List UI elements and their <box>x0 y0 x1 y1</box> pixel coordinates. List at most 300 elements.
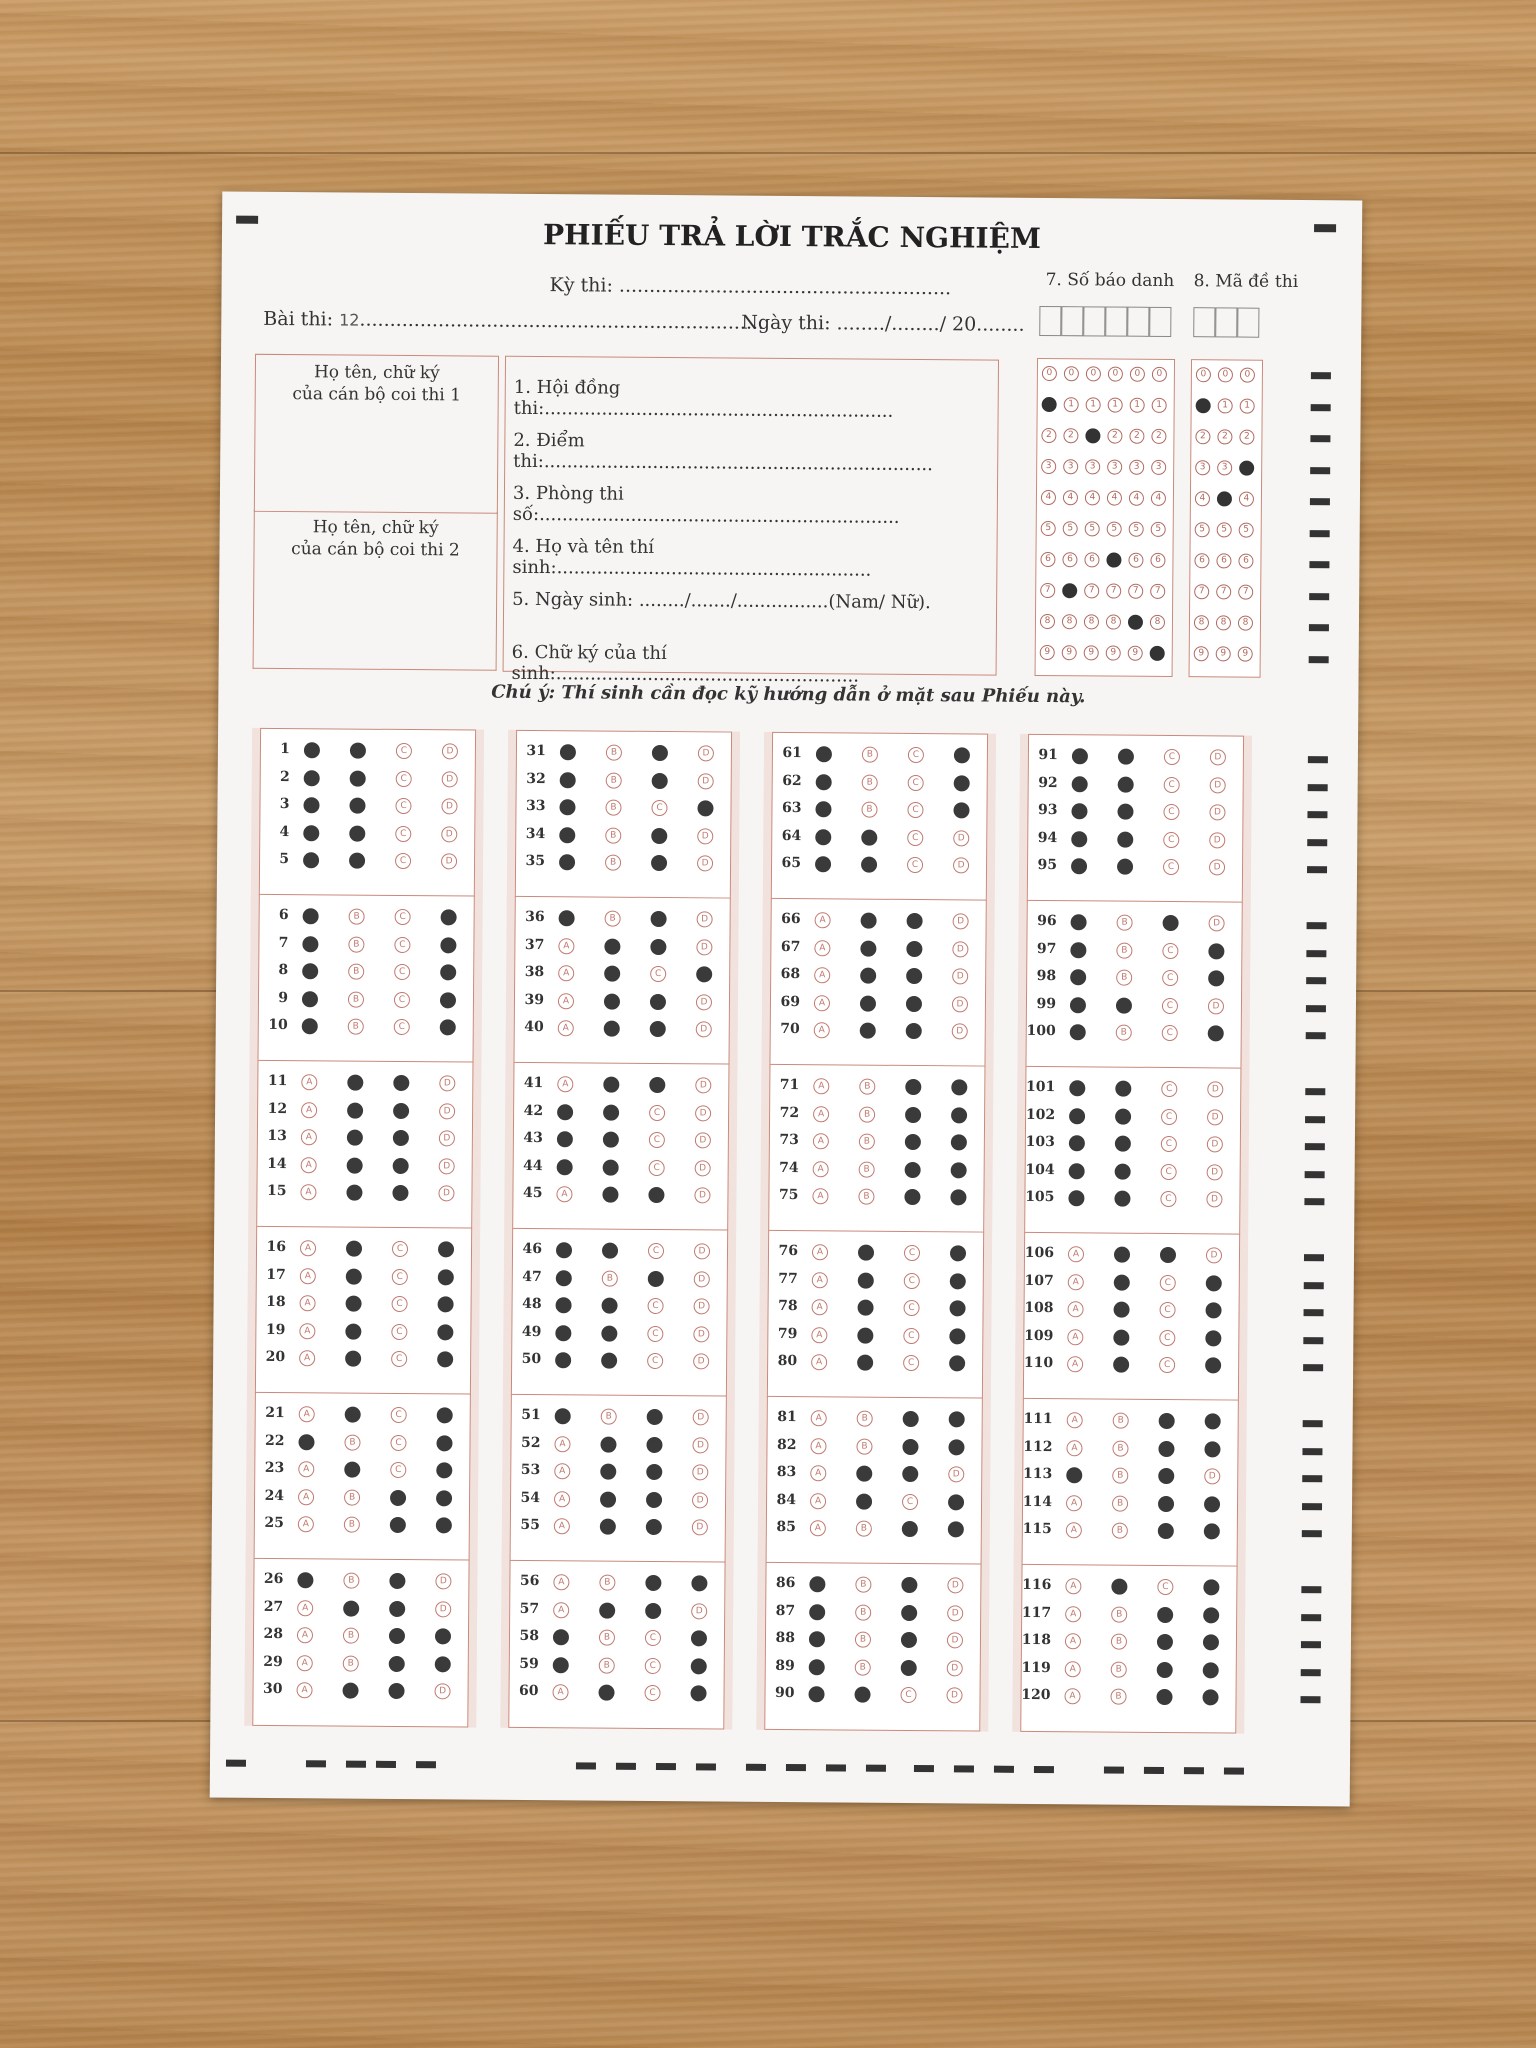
answer-bubble-c[interactable]: C <box>396 770 412 786</box>
answer-bubble-d[interactable]: D <box>441 826 457 842</box>
made-bubble[interactable]: 8 <box>1238 616 1253 631</box>
answer-bubble-c[interactable]: C <box>396 743 412 759</box>
answer-bubble-b[interactable] <box>345 1323 361 1339</box>
answer-bubble-b[interactable] <box>858 1300 874 1316</box>
answer-bubble-c[interactable] <box>647 1409 663 1425</box>
answer-bubble-a[interactable] <box>303 852 319 868</box>
answer-bubble-c[interactable] <box>905 1161 921 1177</box>
answer-bubble-d[interactable] <box>1208 1025 1224 1041</box>
answer-bubble-b[interactable] <box>1115 1108 1131 1124</box>
answer-bubble-c[interactable] <box>645 1602 661 1618</box>
answer-bubble-c[interactable]: C <box>651 800 667 816</box>
answer-bubble-d[interactable] <box>1206 1302 1222 1318</box>
answer-bubble-b[interactable]: B <box>859 1106 875 1122</box>
answer-bubble-b[interactable]: B <box>855 1632 871 1648</box>
answer-bubble-c[interactable] <box>651 855 667 871</box>
answer-bubble-a[interactable] <box>815 801 831 817</box>
answer-bubble-d[interactable] <box>436 1435 452 1451</box>
answer-bubble-a[interactable]: A <box>556 1186 572 1202</box>
answer-bubble-d[interactable]: D <box>439 1075 455 1091</box>
answer-bubble-a[interactable] <box>1069 1108 1085 1124</box>
answer-bubble-a[interactable]: A <box>301 1157 317 1173</box>
answer-bubble-d[interactable]: D <box>947 1660 963 1676</box>
answer-bubble-b[interactable] <box>1111 1579 1127 1595</box>
answer-bubble-a[interactable]: A <box>300 1240 316 1256</box>
answer-bubble-b[interactable] <box>346 1241 362 1257</box>
answer-bubble-a[interactable]: A <box>812 1188 828 1204</box>
answer-bubble-c[interactable]: C <box>1160 1274 1176 1290</box>
sbd-bubble[interactable]: 1 <box>1064 397 1079 412</box>
answer-bubble-a[interactable] <box>556 1242 572 1258</box>
answer-bubble-d[interactable] <box>1204 1523 1220 1539</box>
answer-bubble-a[interactable] <box>815 856 831 872</box>
sbd-bubble[interactable]: 4 <box>1151 491 1166 506</box>
answer-bubble-c[interactable] <box>1156 1689 1172 1705</box>
answer-bubble-b[interactable] <box>601 1353 617 1369</box>
made-bubble[interactable]: 1 <box>1218 398 1233 413</box>
answer-bubble-c[interactable]: C <box>392 1268 408 1284</box>
answer-bubble-a[interactable] <box>808 1686 824 1702</box>
answer-bubble-b[interactable]: B <box>348 1019 364 1035</box>
answer-bubble-b[interactable] <box>347 1075 363 1091</box>
answer-bubble-b[interactable]: B <box>343 1655 359 1671</box>
answer-bubble-c[interactable]: C <box>903 1327 919 1343</box>
answer-bubble-d[interactable] <box>691 1630 707 1646</box>
answer-bubble-d[interactable] <box>950 1273 966 1289</box>
answer-bubble-a[interactable]: A <box>1066 1495 1082 1511</box>
candidate-field-1[interactable]: 1. Hội đồng thi:............................................................. <box>513 376 894 422</box>
answer-bubble-b[interactable] <box>349 853 365 869</box>
answer-bubble-c[interactable]: C <box>1160 1302 1176 1318</box>
sbd-digit-box[interactable] <box>1039 306 1061 336</box>
answer-bubble-c[interactable] <box>1157 1606 1173 1622</box>
answer-bubble-c[interactable]: C <box>390 1434 406 1450</box>
made-bubble[interactable] <box>1217 491 1232 506</box>
answer-bubble-b[interactable] <box>346 1268 362 1284</box>
answer-bubble-a[interactable] <box>809 1659 825 1675</box>
answer-bubble-b[interactable] <box>601 1325 617 1341</box>
sbd-bubble[interactable]: 2 <box>1151 429 1166 444</box>
answer-bubble-b[interactable]: B <box>601 1409 617 1425</box>
answer-bubble-c[interactable]: C <box>395 909 411 925</box>
made-bubble[interactable]: 8 <box>1216 615 1231 630</box>
sbd-bubble[interactable]: 3 <box>1107 460 1122 475</box>
answer-bubble-b[interactable]: B <box>599 1575 615 1591</box>
answer-bubble-d[interactable]: D <box>442 743 458 759</box>
answer-bubble-b[interactable] <box>857 1327 873 1343</box>
answer-bubble-d[interactable]: D <box>694 1271 710 1287</box>
answer-bubble-c[interactable] <box>651 827 667 843</box>
answer-bubble-a[interactable] <box>553 1629 569 1645</box>
answer-bubble-c[interactable] <box>1158 1440 1174 1456</box>
answer-bubble-c[interactable]: C <box>904 1300 920 1316</box>
answer-bubble-c[interactable]: C <box>1161 1081 1177 1097</box>
answer-bubble-b[interactable] <box>1118 749 1134 765</box>
answer-bubble-b[interactable] <box>1118 776 1134 792</box>
answer-bubble-b[interactable]: B <box>348 964 364 980</box>
answer-bubble-d[interactable]: D <box>952 1023 968 1039</box>
sbd-digit-box[interactable] <box>1149 307 1171 337</box>
answer-bubble-c[interactable]: C <box>903 1355 919 1371</box>
sbd-bubble[interactable]: 9 <box>1128 646 1143 661</box>
answer-bubble-b[interactable] <box>346 1296 362 1312</box>
answer-bubble-c[interactable] <box>389 1628 405 1644</box>
answer-bubble-a[interactable]: A <box>814 995 830 1011</box>
answer-bubble-b[interactable]: B <box>1112 1440 1128 1456</box>
answer-bubble-c[interactable] <box>651 911 667 927</box>
answer-bubble-b[interactable]: B <box>344 1489 360 1505</box>
sbd-bubble[interactable]: 9 <box>1106 646 1121 661</box>
answer-bubble-c[interactable]: C <box>907 829 923 845</box>
answer-bubble-b[interactable]: B <box>1117 915 1133 931</box>
answer-bubble-b[interactable]: B <box>1113 1413 1129 1429</box>
answer-bubble-c[interactable] <box>648 1270 664 1286</box>
answer-bubble-b[interactable] <box>350 743 366 759</box>
answer-bubble-a[interactable] <box>1071 831 1087 847</box>
answer-bubble-a[interactable] <box>816 774 832 790</box>
made-bubble[interactable]: 7 <box>1194 584 1209 599</box>
answer-bubble-d[interactable]: D <box>692 1519 708 1535</box>
answer-bubble-d[interactable] <box>440 1019 456 1035</box>
answer-bubble-a[interactable] <box>809 1604 825 1620</box>
sbd-bubble[interactable]: 5 <box>1085 521 1100 536</box>
answer-bubble-b[interactable] <box>344 1462 360 1478</box>
answer-bubble-c[interactable]: C <box>907 802 923 818</box>
answer-bubble-b[interactable] <box>1117 804 1133 820</box>
answer-bubble-c[interactable] <box>1159 1413 1175 1429</box>
answer-bubble-d[interactable] <box>696 966 712 982</box>
answer-bubble-a[interactable]: A <box>299 1406 315 1422</box>
answer-bubble-a[interactable]: A <box>297 1600 313 1616</box>
answer-bubble-a[interactable] <box>1072 748 1088 764</box>
answer-bubble-c[interactable]: C <box>648 1243 664 1259</box>
answer-bubble-c[interactable]: C <box>1159 1357 1175 1373</box>
answer-bubble-c[interactable]: C <box>649 1104 665 1120</box>
answer-bubble-d[interactable]: D <box>1209 832 1225 848</box>
answer-bubble-d[interactable]: D <box>692 1437 708 1453</box>
answer-bubble-a[interactable]: A <box>301 1074 317 1090</box>
answer-bubble-a[interactable]: A <box>298 1489 314 1505</box>
answer-bubble-d[interactable] <box>1205 1357 1221 1373</box>
sbd-bubble[interactable] <box>1106 553 1121 568</box>
answer-bubble-c[interactable] <box>905 1079 921 1095</box>
answer-bubble-c[interactable] <box>905 1134 921 1150</box>
answer-bubble-d[interactable] <box>441 909 457 925</box>
answer-bubble-a[interactable]: A <box>1067 1356 1083 1372</box>
answer-bubble-d[interactable]: D <box>1206 1247 1222 1263</box>
answer-bubble-b[interactable] <box>602 1187 618 1203</box>
answer-bubble-c[interactable] <box>392 1185 408 1201</box>
answer-bubble-b[interactable] <box>856 1466 872 1482</box>
sbd-digit-box[interactable] <box>1105 306 1127 336</box>
answer-bubble-d[interactable]: D <box>1206 1191 1222 1207</box>
answer-bubble-c[interactable]: C <box>908 774 924 790</box>
answer-bubble-d[interactable] <box>1205 1330 1221 1346</box>
answer-bubble-a[interactable] <box>555 1352 571 1368</box>
answer-bubble-b[interactable]: B <box>855 1659 871 1675</box>
made-bubble[interactable]: 7 <box>1216 584 1231 599</box>
answer-bubble-c[interactable] <box>389 1655 405 1671</box>
answer-bubble-c[interactable] <box>903 1411 919 1427</box>
answer-bubble-a[interactable] <box>557 1104 573 1120</box>
answer-bubble-a[interactable]: A <box>811 1410 827 1426</box>
answer-bubble-d[interactable]: D <box>692 1464 708 1480</box>
answer-bubble-d[interactable]: D <box>693 1409 709 1425</box>
answer-bubble-c[interactable]: C <box>1162 970 1178 986</box>
answer-bubble-d[interactable] <box>948 1439 964 1455</box>
made-bubble[interactable]: 6 <box>1238 554 1253 569</box>
answer-bubble-a[interactable] <box>815 829 831 845</box>
sbd-bubble[interactable]: 1 <box>1130 398 1145 413</box>
answer-bubble-c[interactable]: C <box>1162 942 1178 958</box>
answer-bubble-a[interactable] <box>298 1434 314 1450</box>
answer-bubble-a[interactable] <box>1066 1467 1082 1483</box>
answer-bubble-c[interactable] <box>393 1157 409 1173</box>
sbd-bubble[interactable] <box>1062 583 1077 598</box>
answer-bubble-b[interactable]: B <box>1112 1495 1128 1511</box>
answer-bubble-a[interactable]: A <box>298 1516 314 1532</box>
answer-bubble-d[interactable]: D <box>1207 1164 1223 1180</box>
answer-bubble-b[interactable] <box>861 857 877 873</box>
answer-bubble-b[interactable] <box>1114 1191 1130 1207</box>
answer-bubble-d[interactable] <box>948 1521 964 1537</box>
answer-bubble-d[interactable]: D <box>698 773 714 789</box>
answer-bubble-c[interactable] <box>652 772 668 788</box>
answer-bubble-d[interactable] <box>950 1300 966 1316</box>
answer-bubble-b[interactable] <box>602 1298 618 1314</box>
sbd-bubble[interactable]: 5 <box>1129 522 1144 537</box>
answer-bubble-a[interactable] <box>559 799 575 815</box>
answer-bubble-c[interactable]: C <box>1161 1136 1177 1152</box>
answer-bubble-c[interactable]: C <box>391 1407 407 1423</box>
answer-bubble-d[interactable] <box>1203 1662 1219 1678</box>
answer-bubble-b[interactable] <box>350 770 366 786</box>
sbd-bubble[interactable]: 7 <box>1150 584 1165 599</box>
answer-bubble-b[interactable]: B <box>1112 1523 1128 1539</box>
answer-bubble-c[interactable] <box>1157 1634 1173 1650</box>
answer-bubble-d[interactable]: D <box>696 994 712 1010</box>
sbd-bubble[interactable]: 0 <box>1064 366 1079 381</box>
answer-bubble-d[interactable] <box>440 992 456 1008</box>
answer-bubble-c[interactable] <box>388 1683 404 1699</box>
made-bubble[interactable] <box>1196 398 1211 413</box>
made-bubble[interactable]: 2 <box>1217 429 1232 444</box>
answer-bubble-b[interactable]: B <box>855 1604 871 1620</box>
answer-bubble-c[interactable] <box>906 940 922 956</box>
answer-bubble-b[interactable] <box>600 1464 616 1480</box>
answer-bubble-a[interactable]: A <box>815 912 831 928</box>
answer-bubble-b[interactable] <box>603 1132 619 1148</box>
answer-bubble-b[interactable]: B <box>859 1079 875 1095</box>
answer-bubble-c[interactable] <box>393 1130 409 1146</box>
sbd-bubble[interactable]: 7 <box>1106 584 1121 599</box>
sbd-bubble[interactable]: 0 <box>1130 367 1145 382</box>
answer-bubble-a[interactable]: A <box>814 967 830 983</box>
answer-bubble-b[interactable] <box>1113 1357 1129 1373</box>
sbd-bubble[interactable]: 0 <box>1108 367 1123 382</box>
made-bubble[interactable]: 7 <box>1238 585 1253 600</box>
answer-bubble-b[interactable]: B <box>855 1577 871 1593</box>
sbd-bubble[interactable]: 9 <box>1084 645 1099 660</box>
answer-bubble-c[interactable]: C <box>391 1323 407 1339</box>
answer-bubble-c[interactable] <box>907 913 923 929</box>
answer-bubble-a[interactable] <box>1070 969 1086 985</box>
answer-bubble-d[interactable] <box>953 802 969 818</box>
answer-bubble-a[interactable]: A <box>552 1684 568 1700</box>
answer-bubble-a[interactable]: A <box>297 1627 313 1643</box>
answer-bubble-b[interactable] <box>1114 1247 1130 1263</box>
answer-bubble-d[interactable]: D <box>1208 998 1224 1014</box>
answer-bubble-c[interactable]: C <box>1162 1025 1178 1041</box>
answer-bubble-d[interactable] <box>440 964 456 980</box>
answer-bubble-c[interactable] <box>646 1491 662 1507</box>
answer-bubble-c[interactable]: C <box>648 1298 664 1314</box>
sbd-bubble[interactable]: 2 <box>1063 428 1078 443</box>
answer-bubble-a[interactable]: A <box>300 1268 316 1284</box>
answer-bubble-b[interactable] <box>861 913 877 929</box>
answer-bubble-b[interactable]: B <box>605 911 621 927</box>
answer-bubble-b[interactable] <box>856 1493 872 1509</box>
answer-bubble-a[interactable]: A <box>810 1465 826 1481</box>
sbd-bubble[interactable]: 0 <box>1152 367 1167 382</box>
answer-bubble-d[interactable]: D <box>435 1601 451 1617</box>
made-digit-box[interactable] <box>1193 307 1215 337</box>
answer-bubble-c[interactable]: C <box>390 1462 406 1478</box>
answer-bubble-d[interactable] <box>691 1658 707 1674</box>
answer-bubble-d[interactable] <box>435 1656 451 1672</box>
answer-bubble-c[interactable]: C <box>908 747 924 763</box>
answer-bubble-d[interactable]: D <box>953 830 969 846</box>
answer-bubble-c[interactable]: C <box>1160 1191 1176 1207</box>
answer-bubble-b[interactable] <box>603 1104 619 1120</box>
answer-bubble-d[interactable] <box>1204 1496 1220 1512</box>
answer-bubble-d[interactable]: D <box>698 745 714 761</box>
answer-bubble-b[interactable]: B <box>344 1434 360 1450</box>
made-bubble[interactable] <box>1239 461 1254 476</box>
answer-bubble-b[interactable]: B <box>856 1438 872 1454</box>
sbd-bubble[interactable]: 3 <box>1129 460 1144 475</box>
answer-bubble-a[interactable]: A <box>1066 1522 1082 1538</box>
answer-bubble-b[interactable] <box>1115 1136 1131 1152</box>
answer-bubble-a[interactable]: A <box>554 1436 570 1452</box>
answer-bubble-a[interactable]: A <box>301 1102 317 1118</box>
sbd-bubble[interactable]: 4 <box>1085 490 1100 505</box>
answer-bubble-a[interactable]: A <box>812 1244 828 1260</box>
answer-bubble-a[interactable]: A <box>810 1493 826 1509</box>
answer-bubble-a[interactable] <box>1069 1135 1085 1151</box>
answer-bubble-d[interactable] <box>1203 1607 1219 1623</box>
answer-bubble-a[interactable] <box>303 797 319 813</box>
answer-bubble-b[interactable]: B <box>606 745 622 761</box>
answer-bubble-c[interactable]: C <box>649 1132 665 1148</box>
answer-bubble-c[interactable]: C <box>904 1245 920 1261</box>
answer-bubble-a[interactable] <box>1070 997 1086 1013</box>
answer-bubble-d[interactable] <box>954 747 970 763</box>
sbd-bubble[interactable]: 0 <box>1086 366 1101 381</box>
sbd-bubble[interactable]: 2 <box>1041 428 1056 443</box>
answer-bubble-b[interactable]: B <box>348 991 364 1007</box>
answer-bubble-c[interactable] <box>1163 915 1179 931</box>
sbd-digit-box[interactable] <box>1127 307 1149 337</box>
answer-bubble-c[interactable] <box>901 1577 917 1593</box>
sbd-bubble[interactable]: 7 <box>1084 583 1099 598</box>
answer-bubble-c[interactable] <box>905 1106 921 1122</box>
answer-bubble-a[interactable]: A <box>1067 1329 1083 1345</box>
made-digit-box[interactable] <box>1215 307 1237 337</box>
answer-bubble-b[interactable] <box>599 1602 615 1618</box>
answer-bubble-a[interactable]: A <box>299 1323 315 1339</box>
answer-bubble-d[interactable]: D <box>953 857 969 873</box>
answer-bubble-b[interactable] <box>1113 1329 1129 1345</box>
sbd-bubble[interactable]: 6 <box>1062 552 1077 567</box>
candidate-field-3[interactable]: 3. Phòng thi số:............................................................... <box>512 482 900 528</box>
answer-bubble-a[interactable]: A <box>296 1682 312 1698</box>
answer-bubble-d[interactable] <box>435 1628 451 1644</box>
answer-bubble-c[interactable]: C <box>1163 859 1179 875</box>
made-bubble[interactable]: 5 <box>1239 523 1254 538</box>
answer-bubble-b[interactable] <box>858 1245 874 1261</box>
answer-bubble-a[interactable]: A <box>298 1461 314 1477</box>
sbd-digit-box[interactable] <box>1083 306 1105 336</box>
answer-bubble-b[interactable] <box>860 1023 876 1039</box>
sbd-bubble[interactable] <box>1128 615 1143 630</box>
answer-bubble-c[interactable] <box>1158 1468 1174 1484</box>
answer-bubble-d[interactable]: D <box>948 1466 964 1482</box>
sbd-bubble[interactable]: 6 <box>1128 553 1143 568</box>
answer-bubble-d[interactable] <box>1202 1689 1218 1705</box>
answer-bubble-d[interactable] <box>697 800 713 816</box>
sbd-bubble[interactable]: 8 <box>1084 614 1099 629</box>
answer-bubble-a[interactable]: A <box>299 1350 315 1366</box>
answer-bubble-d[interactable]: D <box>697 855 713 871</box>
answer-bubble-a[interactable] <box>303 825 319 841</box>
answer-bubble-c[interactable] <box>906 968 922 984</box>
answer-bubble-a[interactable]: A <box>812 1272 828 1288</box>
answer-bubble-a[interactable]: A <box>1066 1440 1082 1456</box>
sbd-bubble[interactable]: 5 <box>1107 522 1122 537</box>
answer-bubble-d[interactable]: D <box>442 771 458 787</box>
answer-bubble-c[interactable] <box>390 1517 406 1533</box>
answer-bubble-d[interactable]: D <box>435 1573 451 1589</box>
sbd-bubble[interactable] <box>1150 646 1165 661</box>
answer-bubble-d[interactable] <box>949 1411 965 1427</box>
answer-bubble-c[interactable]: C <box>900 1687 916 1703</box>
answer-bubble-a[interactable] <box>555 1408 571 1424</box>
answer-bubble-d[interactable] <box>690 1685 706 1701</box>
answer-bubble-b[interactable] <box>603 1077 619 1093</box>
answer-bubble-b[interactable] <box>858 1272 874 1288</box>
answer-bubble-c[interactable]: C <box>907 857 923 873</box>
candidate-field-5[interactable]: 5. Ngày sinh: ......../......./................(Nam/ Nữ). <box>512 588 931 614</box>
answer-bubble-d[interactable] <box>438 1296 454 1312</box>
sbd-bubble[interactable]: 7 <box>1040 583 1055 598</box>
answer-bubble-d[interactable]: D <box>1207 1081 1223 1097</box>
answer-bubble-d[interactable]: D <box>434 1683 450 1699</box>
answer-bubble-d[interactable] <box>1203 1634 1219 1650</box>
answer-bubble-d[interactable] <box>951 1162 967 1178</box>
answer-bubble-c[interactable]: C <box>392 1296 408 1312</box>
sbd-bubble[interactable]: 8 <box>1040 614 1055 629</box>
answer-bubble-a[interactable]: A <box>813 1133 829 1149</box>
answer-bubble-c[interactable]: C <box>649 1159 665 1175</box>
answer-bubble-c[interactable] <box>902 1521 918 1537</box>
made-bubble[interactable]: 3 <box>1195 460 1210 475</box>
answer-bubble-b[interactable] <box>345 1407 361 1423</box>
made-bubble[interactable]: 6 <box>1216 553 1231 568</box>
sbd-bubble[interactable]: 8 <box>1150 615 1165 630</box>
answer-bubble-a[interactable] <box>560 744 576 760</box>
answer-bubble-a[interactable]: A <box>813 1106 829 1122</box>
